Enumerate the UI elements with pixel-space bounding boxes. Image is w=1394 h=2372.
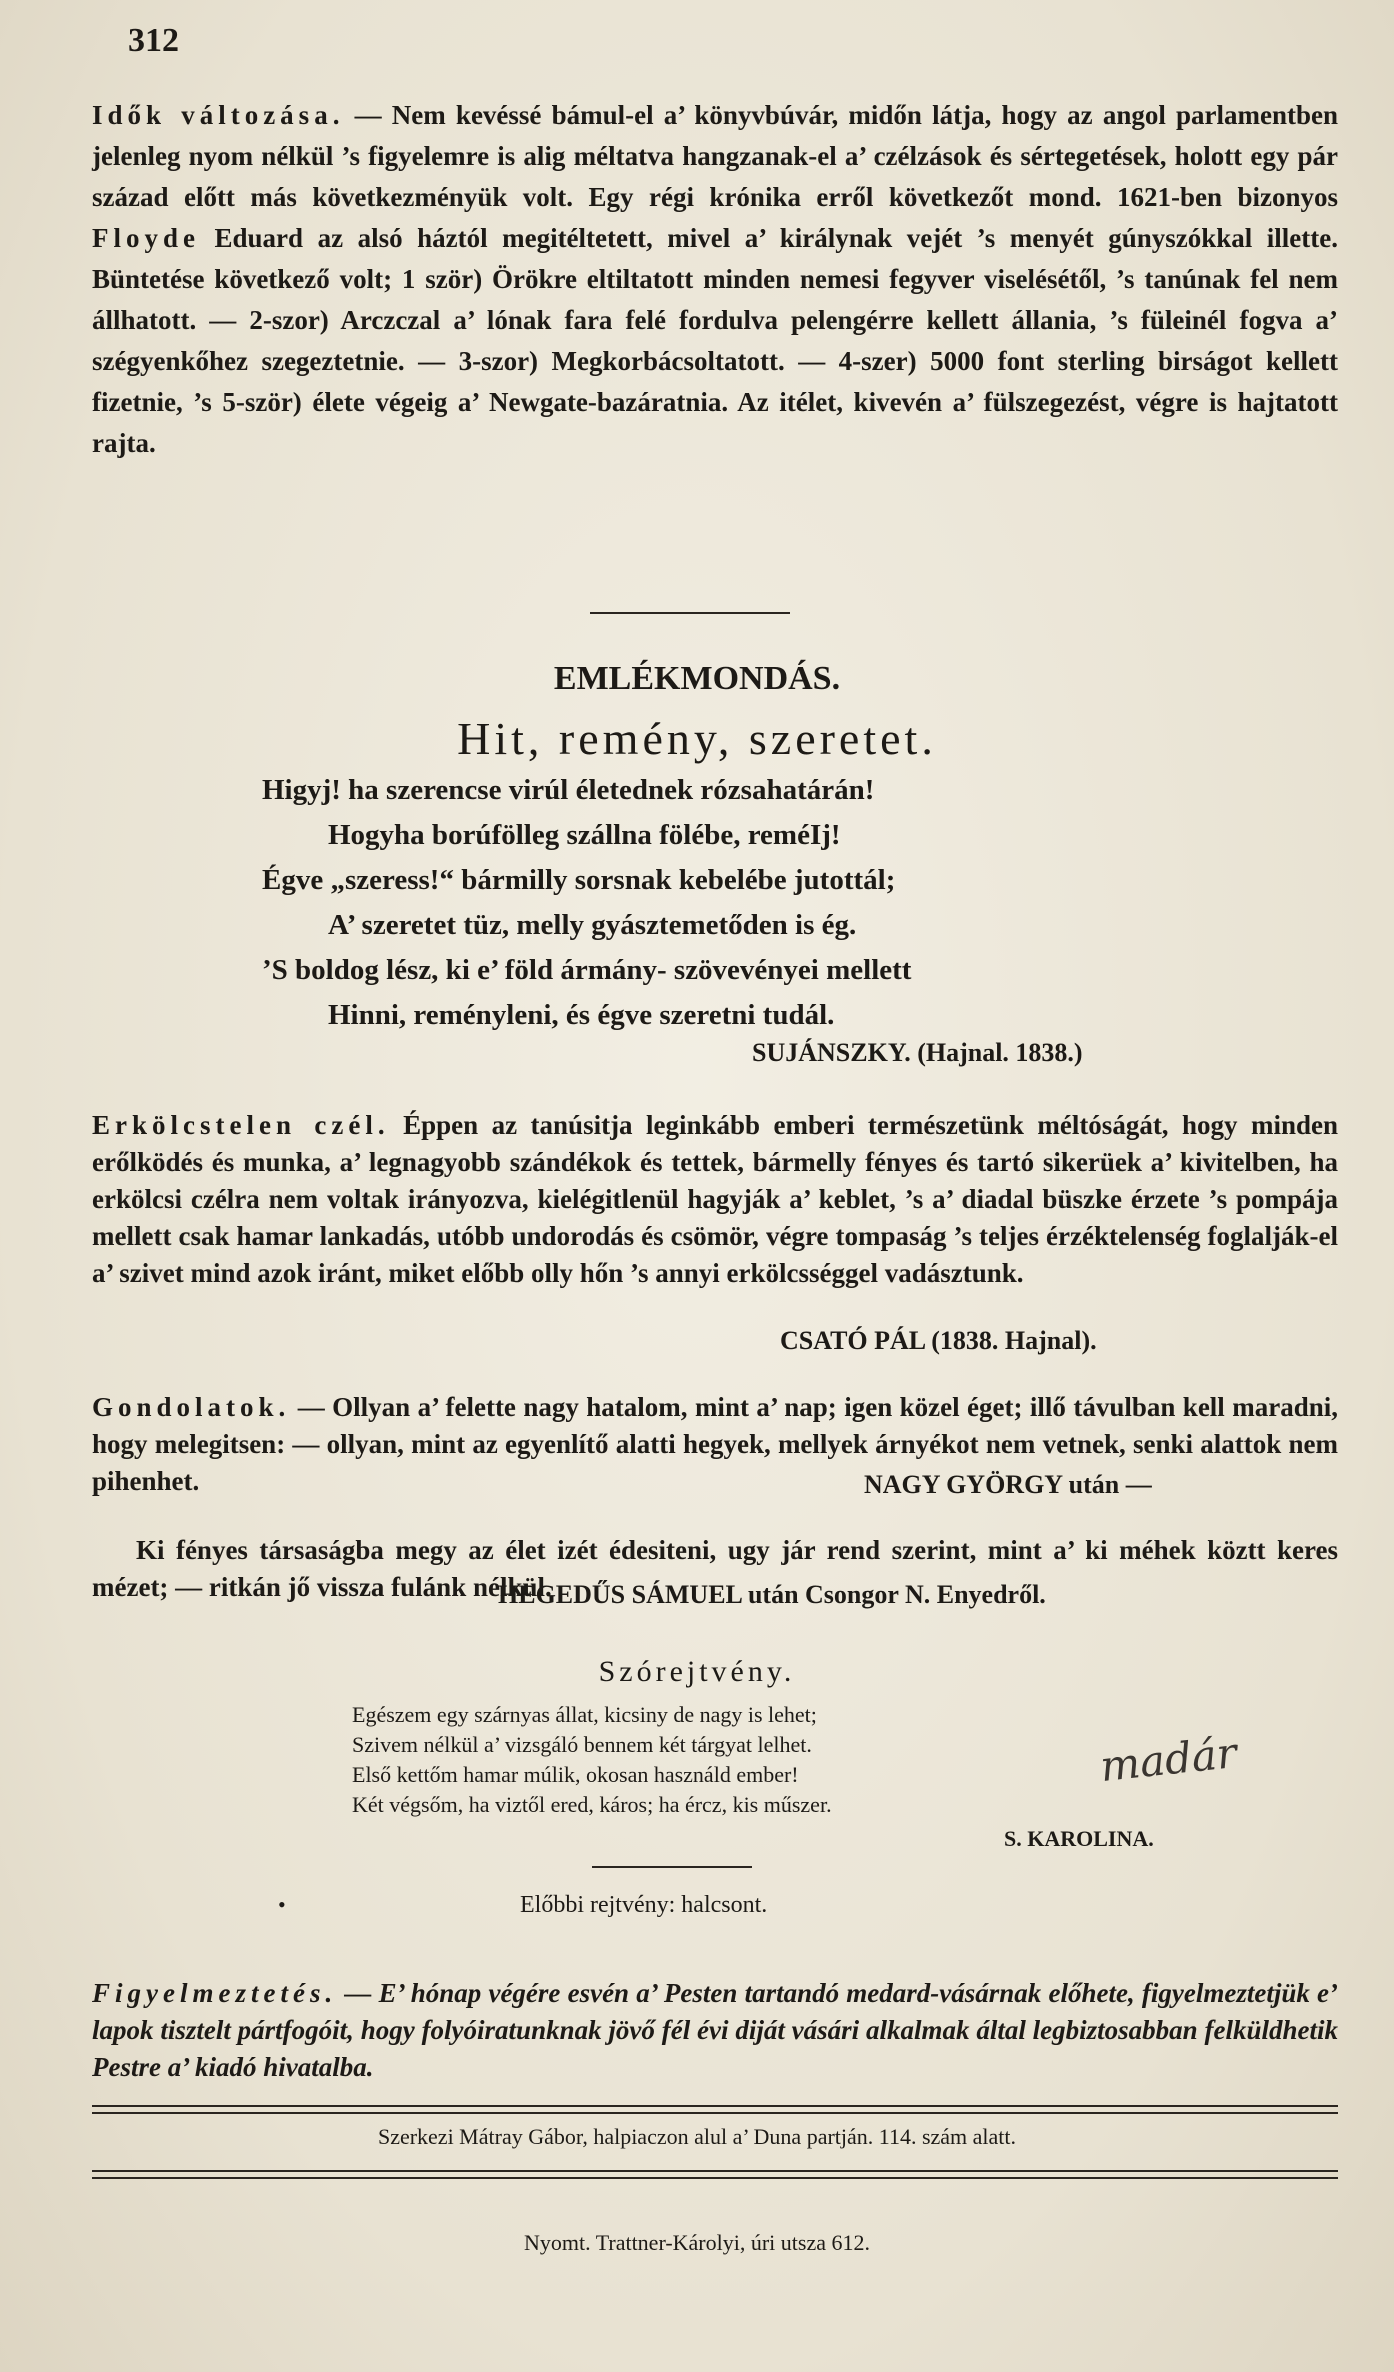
page-number: 312 bbox=[128, 22, 179, 59]
article-name: Floyde bbox=[92, 223, 200, 253]
poem-line: Hinni, reményleni, és égve szeretni tudál. bbox=[328, 999, 835, 1031]
article-text-2: Ki fényes társaságba megy az élet izét édesiteni, ugy jár rend szerint, mint a’ ki méhek köztt keres mézet; — ritkán jő vissza fulánk nélkül. bbox=[92, 1535, 1338, 1602]
handwritten-annotation: madár bbox=[1097, 1727, 1240, 1792]
footer-printer: Nyomt. Trattner-Károlyi, úri utsza 612. bbox=[523, 2230, 871, 2255]
article-signature: HEGEDŰS SÁMUEL után Csongor N. Enyedről. bbox=[498, 1580, 1046, 1609]
notice bbox=[92, 1975, 1338, 2086]
footer-rule-top bbox=[92, 2105, 1338, 2114]
poem-subtitle: Hit, remény, szeretet. bbox=[457, 713, 937, 764]
poem-line: A’ szeretet tüz, melly gyásztemetőden is ég. bbox=[328, 909, 857, 941]
article-signature: NAGY GYÖRGY után — bbox=[864, 1470, 1152, 1499]
footer-rule-bottom bbox=[92, 2170, 1338, 2179]
riddle-line: Első kettőm hamar múlik, okosan használd ember! bbox=[352, 1762, 799, 1787]
article-signature: CSATÓ PÁL (1838. Hajnal). bbox=[780, 1326, 1097, 1355]
article-erkolcstelen-czel bbox=[92, 1107, 1338, 1292]
poem-line: Égve „szeress!“ bármilly sorsnak kebelébe jutottál; bbox=[262, 864, 896, 896]
footer-editor: Szerkezi Mátray Gábor, halpiaczon alul a’ Duna partján. 114. szám alatt. bbox=[377, 2124, 1017, 2149]
riddle-line: Egészem egy szárnyas állat, kicsiny de nagy is lehet; bbox=[352, 1702, 817, 1727]
article-text: — Ollyan a’ felette nagy hatalom, mint a’ nap; igen közel éget; illő távulban kell maradni, hogy melegitsen: — ollyan, mint az egyenlítő alatti hegyek, mellyek árnyékot nem vetnek, senki alattok nem pihenhet. bbox=[92, 1392, 1338, 1496]
article-idok-valtozasa bbox=[92, 95, 1338, 464]
riddle-lines bbox=[352, 1700, 832, 1820]
previous-answer: Előbbi rejtvény: halcsont. bbox=[520, 1892, 768, 1918]
divider bbox=[592, 1866, 752, 1868]
article-text: — Nem kevéssé bámul-el a’ könyvbúvár, midőn látja, hogy az angol parlamentben jelenleg nyom nélkül ’s figyelemre is alig méltatva hangzanak-el a’ czélzások és sértegetések, holott egy pár század előtt más következményük volt. Egy régi krónika erről következőt mond. 1621-ben bizonyos bbox=[92, 100, 1339, 212]
poem-line: Hogyha borúfölleg szállna fölébe, reméIj! bbox=[328, 819, 841, 851]
notice-text: — E’ hónap végére esvén a’ Pesten tartandó medard-vásárnak előhete, figyelmeztetjük e’ lapok tisztelt pártfogóit, hogy folyóiratunknak jövő fél évi diját vásári alkalmak által legbiztosabban felküldhetik Pestre a’ kiadó hivatalba. bbox=[92, 1978, 1338, 2082]
poem-heading: EMLÉKMONDÁS. bbox=[553, 660, 841, 697]
poem-signature: SUJÁNSZKY. (Hajnal. 1838.) bbox=[752, 1038, 1083, 1067]
notice-title: Figyelmeztetés. bbox=[92, 1978, 338, 2008]
article-title: Erkölcstelen czél. bbox=[92, 1110, 390, 1140]
riddle-line: Két végsőm, ha viztől ered, káros; ha ércz, kis műszer. bbox=[352, 1792, 832, 1817]
riddle-title: Szórejtvény. bbox=[598, 1655, 796, 1688]
poem-line: Higyj! ha szerencse virúl életednek rózsahatárán! bbox=[262, 774, 875, 806]
article-title: Idők változása. bbox=[92, 100, 345, 130]
bullet-icon: • bbox=[278, 1892, 286, 1917]
riddle-line: Szivem nélkül a’ vizsgáló bennem két tárgyat lelhet. bbox=[352, 1732, 812, 1757]
riddle-signature: S. KAROLINA. bbox=[1004, 1826, 1154, 1851]
poem bbox=[262, 768, 911, 1038]
article-text-cont: Eduard az alsó háztól megitéltetett, mivel a’ királynak vejét ’s menyét gúnyszókkal illette. Büntetése következő volt; 1 ször) Örökre eltiltatott minden nemesi fegyver viselésétől, ’s tanúnak fel nem állhatott. — 2-szor) Arczczal a’ lónak fara felé fordulva pelengérre kellett állania, ’s füleinél fogva a’ szégyenkőhez szegeztetnie. — 3-szor) Megkorbácsoltatott. — 4-szer) 5000 font sterling birságot kellett fizetnie, ’s 5-ször) élete végeig a’ Newgate-bazáratnia. Az itélet, kivevén a’ fülszegezést, végre is hajtatott rajta. bbox=[92, 223, 1338, 458]
poem-line: ’S boldog lész, ki e’ föld ármány- szövevényei mellett bbox=[262, 954, 912, 986]
divider bbox=[590, 612, 790, 614]
article-text: Éppen az tanúsitja leginkább emberi természetünk méltóságát, hogy minden erőlködés és munka, a’ legnagyobb szándékok és tettek, bármelly fényes és tartó sikerüek a’ kivitelben, ha erkölcsi czélra nem voltak irányozva, kielégitlenül hagyják a’ keblet, ’s a’ diadal büszke érzete ’s pompája mellett csak hamar lankadás, utóbb undorodás és csömör, végre tompaság ’s teljes érzéktelenség foglalják-el a’ szivet mind azok iránt, miket előbb olly hőn ’s annyi erkölcsséggel vadásztunk. bbox=[92, 1110, 1339, 1288]
article-title: Gondolatok. bbox=[92, 1392, 291, 1422]
